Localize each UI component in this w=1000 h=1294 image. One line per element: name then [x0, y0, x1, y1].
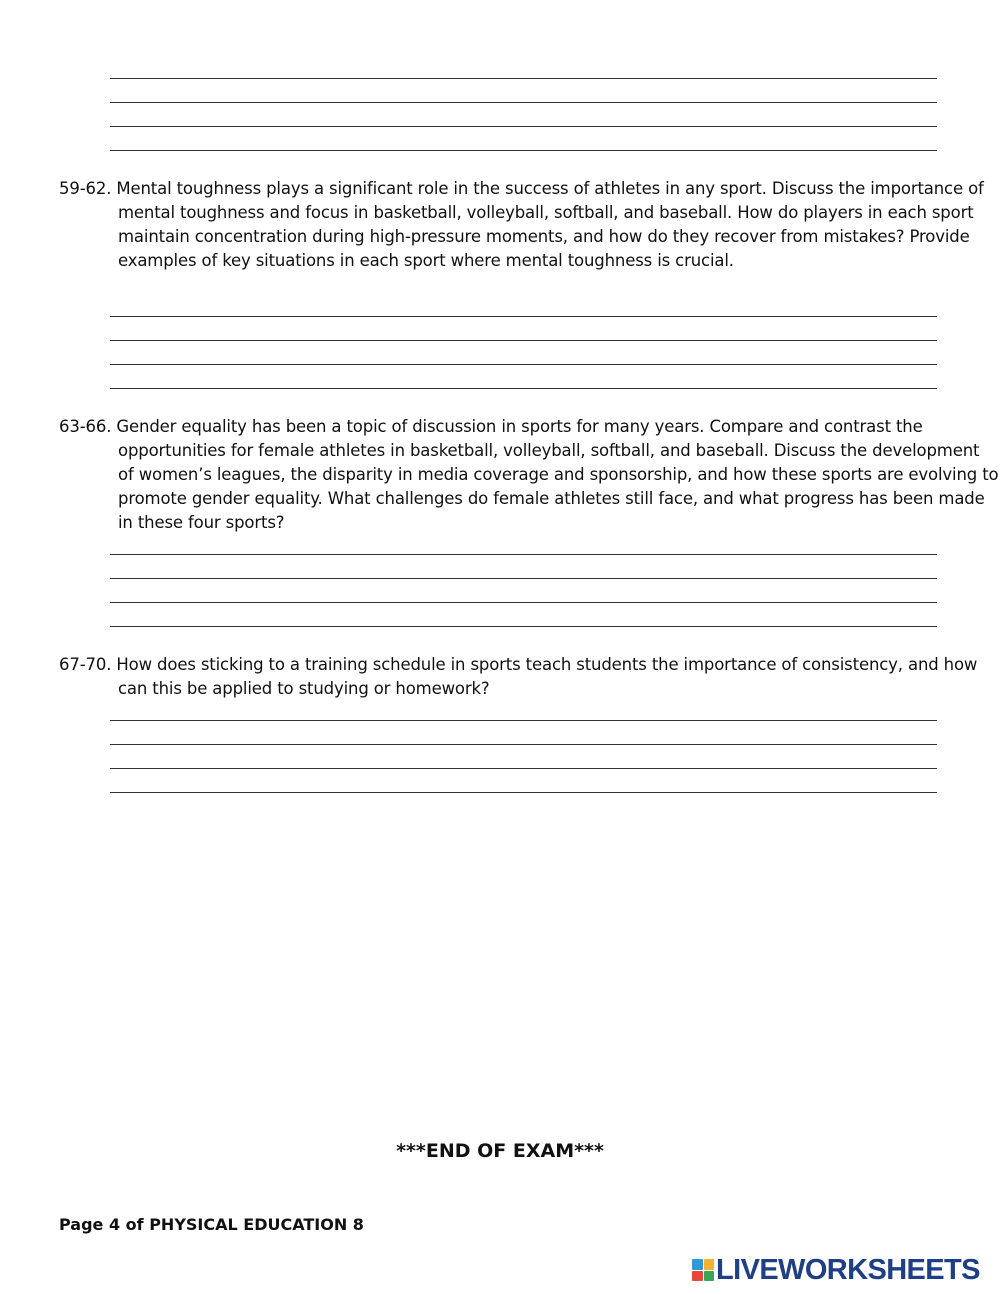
answer-line[interactable]: [110, 768, 937, 769]
end-of-exam-marker: ***END OF EXAM***: [396, 1140, 604, 1162]
question-text: Gender equality has been a topic of discussion in sports for many years. Compare and contrast the opportunities for female athletes in basketball, volleyball, softball, and baseball. Discuss the development of women’s leagues, the disparity in media coverage and sponsorship, and how these sports are evolving to promote gender equality. What challenges do female athletes still face, and what progress has been made in these four sports?: [116, 417, 999, 532]
logo-square: [692, 1271, 703, 1282]
logo-square: [692, 1259, 703, 1270]
question-number: 63-66.: [59, 417, 112, 436]
answer-line[interactable]: [110, 792, 937, 793]
question-text: How does sticking to a training schedule in sports teach students the importance of consistency, and how can this be applied to studying or homework?: [116, 655, 978, 698]
question-number: 67-70.: [59, 655, 112, 674]
logo-text: LIVEWORKSHEETS: [716, 1254, 980, 1286]
page-footer: Page 4 of PHYSICAL EDUCATION 8: [59, 1215, 364, 1234]
answer-line[interactable]: [110, 720, 937, 721]
question-number: 59-62.: [59, 179, 112, 198]
logo-square: [704, 1271, 715, 1282]
question-text: Mental toughness plays a significant role in the success of athletes in any sport. Discuss the importance of mental toughness and focus in basketball, volleyball, softball, and baseball. How do players in each sport maintain concentration during high-pressure moments, and how do they recover from mistakes? Provide examples of key situations in each sport where mental toughness is crucial.: [116, 179, 984, 270]
logo-square: [704, 1259, 715, 1270]
answer-lines-67-70[interactable]: [110, 0, 937, 800]
liveworksheets-grid-icon: [692, 1259, 714, 1281]
liveworksheets-logo[interactable]: [692, 1254, 980, 1286]
answer-line[interactable]: [110, 744, 937, 745]
